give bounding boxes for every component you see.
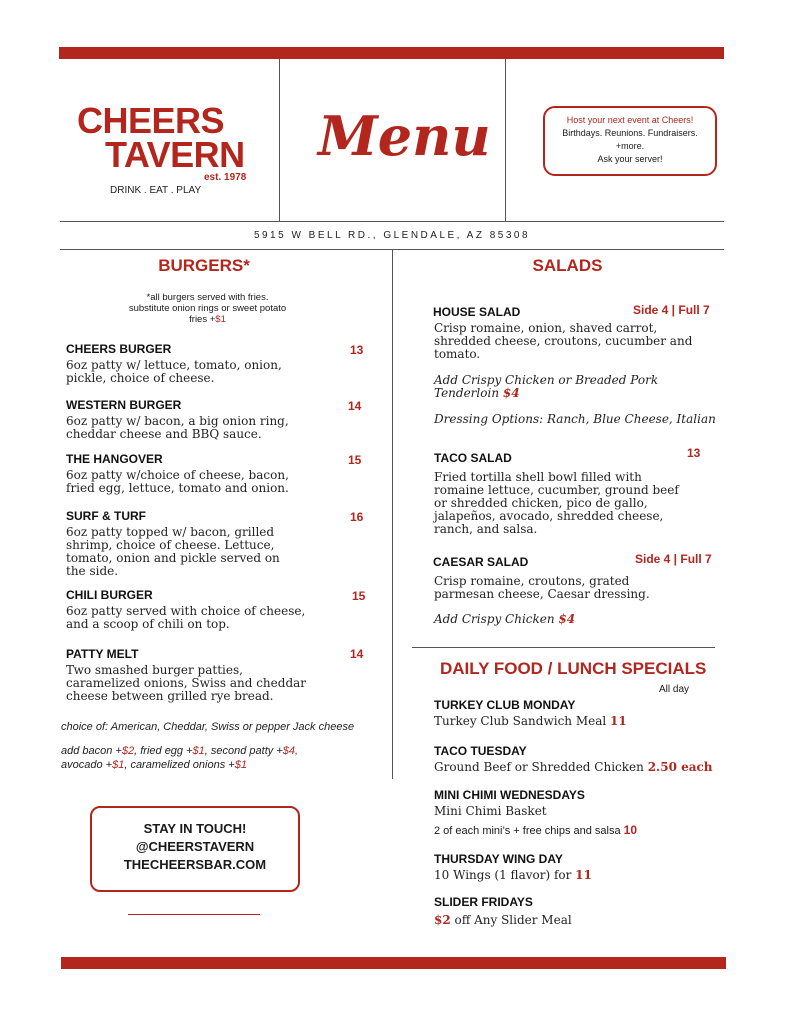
addon-patty-price: $4, [282, 745, 299, 757]
burger-item [66, 452, 366, 495]
burger-item [66, 647, 366, 703]
caesar-salad-desc-line: Crisp romaine, croutons, grated [434, 574, 630, 588]
taco-salad-desc-line: romaine lettuce, cucumber, ground beef [434, 483, 679, 497]
burgers-note-price: $1 [215, 314, 226, 325]
addon-patty: , second patty + [204, 745, 283, 757]
addon-avocado-price: $1 [112, 759, 125, 771]
special-price: 11 [610, 714, 627, 728]
special-item [434, 852, 724, 882]
specials-subtitle: All day [659, 684, 690, 695]
burger-desc-line: the side. [66, 564, 119, 578]
social-handle: @CHEERSTAVERN [135, 839, 255, 854]
caesar-salad-addon [434, 613, 575, 626]
house-salad-addon [434, 374, 714, 400]
special-desc: 2 of each mini’s + free chips and salsa [434, 825, 624, 837]
house-salad-desc-line: shredded cheese, croutons, cucumber and [434, 334, 693, 348]
burger-item [66, 398, 366, 441]
top-bar [59, 47, 724, 59]
bottom-bar [61, 957, 726, 969]
burger-desc-line: pickle, choice of cheese. [66, 371, 215, 385]
taco-salad-desc-line: or shredded chicken, pico de gallo, [434, 496, 648, 510]
house-salad-desc-line: tomato. [434, 347, 481, 361]
house-salad-addon-line: Tenderloin [434, 386, 503, 400]
burgers-note [100, 292, 315, 325]
taco-salad-desc-line: Fried tortilla shell bowl filled with [434, 470, 642, 484]
special-item [434, 895, 724, 927]
burger-desc-line: 6oz patty served with choice of cheese, [66, 604, 306, 618]
burger-price: 15 [352, 589, 366, 603]
event-line1: Host your next event at Cheers! [566, 115, 694, 125]
burger-name: WESTERN BURGER [66, 398, 182, 412]
burger-name: PATTY MELT [66, 647, 139, 661]
event-info-box [543, 106, 717, 176]
addon-onions-price: $1 [234, 759, 247, 771]
house-salad-name: HOUSE SALAD [433, 305, 521, 319]
burger-desc-line: tomato, onion and pickle served on [66, 551, 280, 565]
stay-in-touch-box [90, 806, 300, 892]
burgers-note-line3: fries + [189, 314, 216, 325]
taco-salad-desc [434, 471, 714, 536]
addon-bacon: add bacon + [61, 745, 122, 757]
burger-price: 13 [350, 343, 364, 357]
website-link[interactable]: THECHEERSBAR.COM [123, 857, 267, 872]
special-name: TACO TUESDAY [434, 744, 527, 758]
burger-item [66, 588, 366, 631]
burger-item [66, 509, 366, 578]
special-price: 10 [623, 823, 638, 837]
brand-line1: CHEERS [77, 100, 225, 141]
event-line4: Ask your server! [597, 154, 663, 164]
addon-egg: , fried egg + [134, 745, 193, 757]
taco-salad-desc-line: jalapeños, avocado, shredded cheese, [434, 509, 664, 523]
burgers-note-line2: substitute onion rings or sweet potato [128, 303, 287, 314]
house-salad-addon-price: $4 [502, 386, 520, 400]
house-salad-desc-line: Crisp romaine, onion, shaved carrot, [434, 321, 658, 335]
event-line3: +more. [615, 141, 645, 151]
special-name: TURKEY CLUB MONDAY [434, 698, 576, 712]
caesar-salad-addon-price: $4 [558, 612, 576, 626]
special-name: MINI CHIMI WEDNESDAYS [434, 788, 585, 802]
burger-item [66, 342, 366, 385]
special-item [434, 788, 724, 837]
brand-logo [77, 100, 257, 204]
special-desc: off Any Slider Meal [450, 913, 572, 927]
column-divider [392, 249, 393, 779]
taco-salad-desc-line: ranch, and salsa. [434, 522, 538, 536]
burger-name: CHEERS BURGER [66, 342, 172, 356]
burger-desc-line: 6oz patty topped w/ bacon, grilled [66, 525, 275, 539]
special-item [434, 744, 724, 774]
caesar-salad-price: Side 4 | Full 7 [635, 552, 712, 566]
header-bottom-line [60, 221, 724, 222]
caesar-salad-addon-text: Add Crispy Chicken [434, 612, 559, 626]
header-divider-right [505, 59, 506, 221]
special-desc: Turkey Club Sandwich Meal [434, 714, 611, 728]
burger-desc-line: 6oz patty w/choice of cheese, bacon, [66, 468, 289, 482]
menu-title: Menu [318, 104, 491, 168]
special-name: SLIDER FRIDAYS [434, 895, 533, 909]
special-item [434, 698, 724, 728]
burger-price: 14 [348, 399, 362, 413]
special-desc: 10 Wings (1 flavor) for [434, 868, 576, 882]
addon-avocado: avocado + [61, 759, 113, 771]
caesar-salad-name: CAESAR SALAD [433, 555, 529, 569]
taco-salad-price: 13 [687, 446, 701, 460]
special-price: 2.50 each [647, 760, 713, 774]
burger-name: CHILI BURGER [66, 588, 153, 602]
burger-desc-line: Two smashed burger patties, [66, 663, 243, 677]
addon-egg-price: $1 [192, 745, 205, 757]
burger-desc-line: shrimp, choice of cheese. Lettuce, [66, 538, 275, 552]
taco-salad-name: TACO SALAD [434, 451, 512, 465]
burgers-title: BURGERS* [158, 256, 250, 275]
decorative-rule [128, 914, 260, 915]
specials-title: DAILY FOOD / LUNCH SPECIALS [440, 659, 707, 678]
burger-desc-line: 6oz patty w/ bacon, a big onion ring, [66, 414, 289, 428]
house-salad-addon-line: Add Crispy Chicken or Breaded Pork [434, 373, 659, 387]
addon-bacon-price: $2 [121, 745, 135, 757]
burger-desc-line: 6oz patty w/ lettuce, tomato, onion, [66, 358, 282, 372]
cheese-choice: choice of: American, Cheddar, Swiss or pepper Jack cheese [61, 721, 355, 733]
address: 5915 W BELL RD., GLENDALE, AZ 85308 [253, 230, 531, 241]
brand-tagline: DRINK . EAT . PLAY [110, 185, 202, 196]
burger-desc-line: cheese between grilled rye bread. [66, 689, 274, 703]
burger-desc-line: fried egg, lettuce, tomato and onion. [66, 481, 289, 495]
special-price: $2 [434, 913, 451, 927]
stay-in-touch-title: STAY IN TOUCH! [143, 821, 247, 836]
header-divider-left [279, 59, 280, 221]
burger-desc-line: caramelized onions, Swiss and cheddar [66, 676, 307, 690]
specials-divider [412, 647, 715, 648]
brand-line2: TAVERN [105, 134, 245, 175]
burger-price: 16 [350, 510, 364, 524]
dressing-options: Dressing Options: Ranch, Blue Cheese, Italian [434, 412, 716, 426]
special-price: 11 [575, 868, 592, 882]
special-name: THURSDAY WING DAY [434, 852, 563, 866]
special-desc: Ground Beef or Shredded Chicken [434, 760, 648, 774]
burgers-note-line1: *all burgers served with fries. [146, 292, 269, 303]
burger-desc-line: and a scoop of chili on top. [66, 617, 230, 631]
burger-price: 14 [350, 647, 364, 661]
burger-name: SURF & TURF [66, 509, 146, 523]
burger-desc-line: cheddar cheese and BBQ sauce. [66, 427, 262, 441]
burger-addons [61, 744, 381, 772]
special-desc: Mini Chimi Basket [434, 804, 547, 818]
burger-name: THE HANGOVER [66, 452, 163, 466]
event-line2: Birthdays. Reunions. Fundraisers. [562, 128, 698, 138]
burger-price: 15 [348, 453, 362, 467]
house-salad-price: Side 4 | Full 7 [633, 303, 710, 317]
brand-est: est. 1978 [204, 172, 247, 183]
salads-title: SALADS [532, 256, 603, 275]
caesar-salad-desc [434, 575, 714, 601]
addon-onions: , caramelized onions + [124, 759, 235, 771]
house-salad-desc [434, 322, 714, 361]
caesar-salad-desc-line: parmesan cheese, Caesar dressing. [434, 587, 650, 601]
